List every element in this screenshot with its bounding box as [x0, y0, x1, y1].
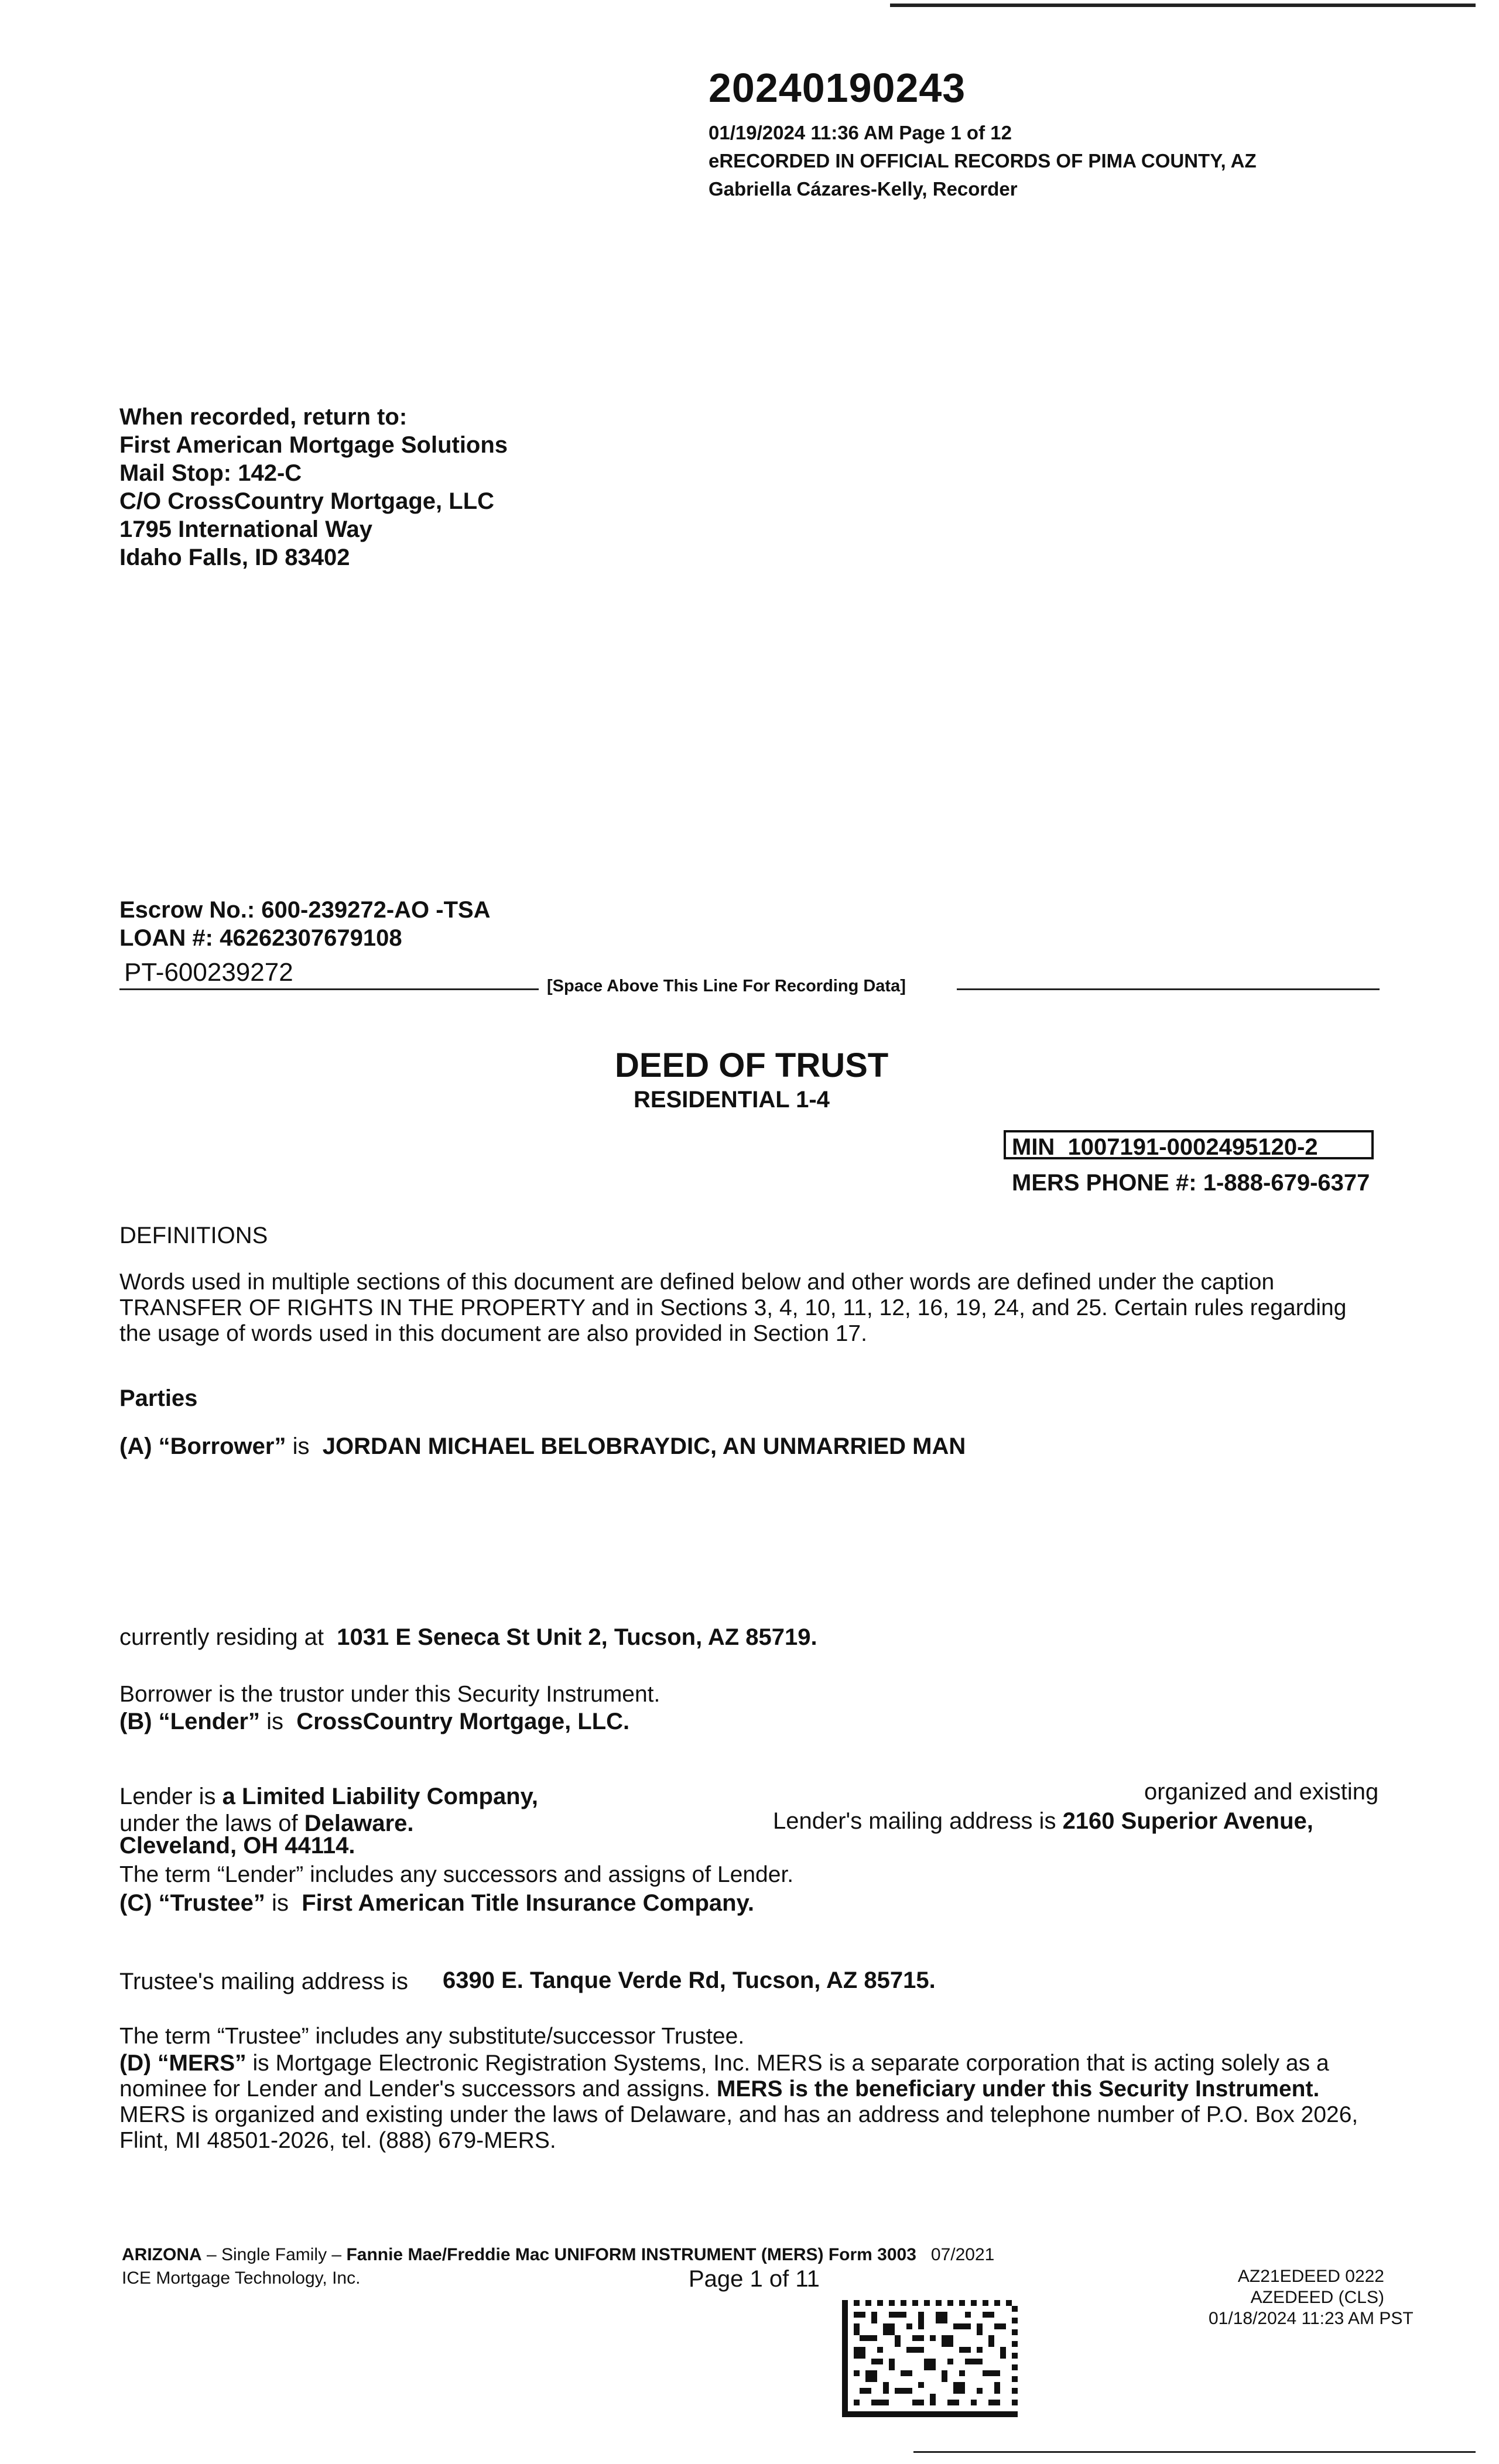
recording-date-line: 01/19/2024 11:36 AM Page 1 of 12 [709, 122, 1012, 143]
recording-county-line: eRECORDED IN OFFICIAL RECORDS OF PIMA COUNTY, AZ [709, 150, 1257, 172]
trustee-name: First American Title Insurance Company. [302, 1890, 754, 1916]
escrow-number [119, 897, 491, 923]
space-above-label: [Space Above This Line For Recording Data] [547, 977, 906, 995]
trustee-is: is [265, 1890, 296, 1916]
document-title: DEED OF TRUST [615, 1046, 889, 1084]
borrower-label: (A) “Borrower” [119, 1433, 286, 1459]
pt-number: PT-600239272 [124, 958, 293, 987]
organized-existing: organized and existing [1144, 1779, 1379, 1805]
borrower-residence [119, 1624, 817, 1651]
borrower-definition [119, 1433, 966, 1460]
definitions-intro-line: the usage of words used in this document are also provided in Section 17. [119, 1321, 867, 1346]
footer-state: ARIZONA [122, 2245, 202, 2264]
trustee-term: The term “Trustee” includes any substitute/successor Trustee. [119, 2024, 745, 2049]
return-to-care-of: C/O CrossCountry Mortgage, LLC [119, 488, 495, 514]
borrower-name: JORDAN MICHAEL BELOBRAYDIC, AN UNMARRIED MAN [322, 1433, 966, 1459]
lender-mailing-label: Lender's mailing address is [773, 1808, 1063, 1834]
footer-form-date: 07/2021 [930, 2245, 995, 2264]
mers-line: Flint, MI 48501-2026, tel. (888) 679-MERS. [119, 2128, 556, 2153]
footer-instrument [122, 2245, 994, 2265]
footer-codes [1209, 2266, 1414, 2329]
barcode-image [842, 2299, 1018, 2418]
min-label: MIN [1012, 1134, 1055, 1160]
borrower-is: is [286, 1433, 316, 1459]
lender-mailing [773, 1808, 1313, 1835]
definitions-intro [119, 1269, 1346, 1347]
footer-code-line: AZEDEED (CLS) [1250, 2288, 1384, 2307]
lender-is-label: Lender is [119, 1784, 223, 1809]
bottom-scan-edge [913, 2451, 1476, 2453]
under-laws-label: under the laws of [119, 1811, 304, 1836]
trustee-address-label: Trustee's mailing address is [119, 1969, 409, 1994]
lender-term: The term “Lender” includes any successors and assigns of Lender. [119, 1862, 794, 1887]
lender-type: a Limited Liability Company, [222, 1784, 539, 1809]
footer-form: Fannie Mae/Freddie Mac UNIFORM INSTRUMENT (MERS) Form 3003 [346, 2245, 916, 2264]
footer-family: – Single Family – [201, 2245, 347, 2264]
mers-line: MERS is organized and existing under the laws of Delaware, and has an address and telephone number of P.O. Box 2026, [119, 2102, 1358, 2127]
lender-label: (B) “Lender” [119, 1709, 260, 1734]
recorder-name: Gabriella Cázares-Kelly, Recorder [709, 178, 1018, 200]
trustee-definition [119, 1890, 754, 1917]
lender-is: is [260, 1709, 290, 1734]
borrower-trustor: Borrower is the trustor under this Security Instrument. [119, 1682, 660, 1707]
mers-line [119, 2076, 1358, 2102]
mers-line [119, 2051, 1358, 2076]
footer-page-number: Page 1 of 11 [689, 2266, 820, 2292]
min-value: 1007191-0002495120-2 [1067, 1134, 1318, 1160]
return-to-mailstop: Mail Stop: 142-C [119, 460, 302, 486]
trustee-address: 6390 E. Tanque Verde Rd, Tucson, AZ 85715. [443, 1967, 936, 1993]
definitions-intro-line: TRANSFER OF RIGHTS IN THE PROPERTY and in Sections 3, 4, 10, 11, 12, 16, 19, 24, and 25. Certain rules regarding [119, 1295, 1347, 1320]
definitions-heading: DEFINITIONS [119, 1223, 268, 1248]
return-to-label: When recorded, return to: [119, 404, 408, 430]
escrow-label: Escrow No.: [119, 897, 255, 923]
parties-heading: Parties [119, 1385, 198, 1411]
footer-code-line: 01/18/2024 11:23 AM PST [1209, 2309, 1414, 2328]
recording-line-right [957, 988, 1380, 990]
definitions-intro-line: Words used in multiple sections of this document are defined below and other words are defined under the caption [119, 1269, 1275, 1295]
footer-vendor: ICE Mortgage Technology, Inc. [122, 2268, 361, 2288]
recording-line-left [119, 988, 539, 990]
mers-nominee-text: nominee for Lender and Lender's successors and assigns. [119, 2076, 717, 2102]
top-scan-edge [890, 4, 1476, 7]
recording-number: 20240190243 [709, 65, 966, 111]
lender-state: Delaware. [304, 1811, 414, 1836]
return-to-city: Idaho Falls, ID 83402 [119, 545, 350, 570]
footer-code-line: AZ21EDEED 0222 [1237, 2267, 1384, 2286]
trustee-label: (C) “Trustee” [119, 1890, 265, 1916]
lender-definition [119, 1709, 629, 1735]
lender-type-line [119, 1784, 538, 1810]
return-to-company: First American Mortgage Solutions [119, 432, 508, 458]
lender-mailing-street: 2160 Superior Avenue, [1062, 1808, 1313, 1834]
loan-number: LOAN #: 46262307679108 [119, 925, 402, 951]
min-box [1004, 1130, 1374, 1159]
residence-label: currently residing at [119, 1624, 331, 1650]
mers-text: is Mortgage Electronic Registration Systems, Inc. MERS is a separate corporation that is acting solely as a [246, 2051, 1329, 2076]
mers-label: (D) “MERS” [119, 2051, 247, 2076]
mers-phone: MERS PHONE #: 1-888-679-6377 [1012, 1170, 1370, 1196]
lender-name: CrossCountry Mortgage, LLC. [296, 1709, 630, 1734]
residence-address: 1031 E Seneca St Unit 2, Tucson, AZ 85719. [337, 1624, 817, 1650]
lender-mailing-city: Cleveland, OH 44114. [119, 1833, 355, 1859]
mers-definition [119, 2051, 1358, 2154]
document-subtitle: RESIDENTIAL 1-4 [634, 1087, 830, 1113]
mers-beneficiary-text: MERS is the beneficiary under this Security Instrument. [716, 2076, 1320, 2102]
return-to-street: 1795 International Way [119, 516, 372, 542]
escrow-value: 600-239272-AO -TSA [261, 897, 491, 923]
return-to-block [119, 403, 508, 571]
